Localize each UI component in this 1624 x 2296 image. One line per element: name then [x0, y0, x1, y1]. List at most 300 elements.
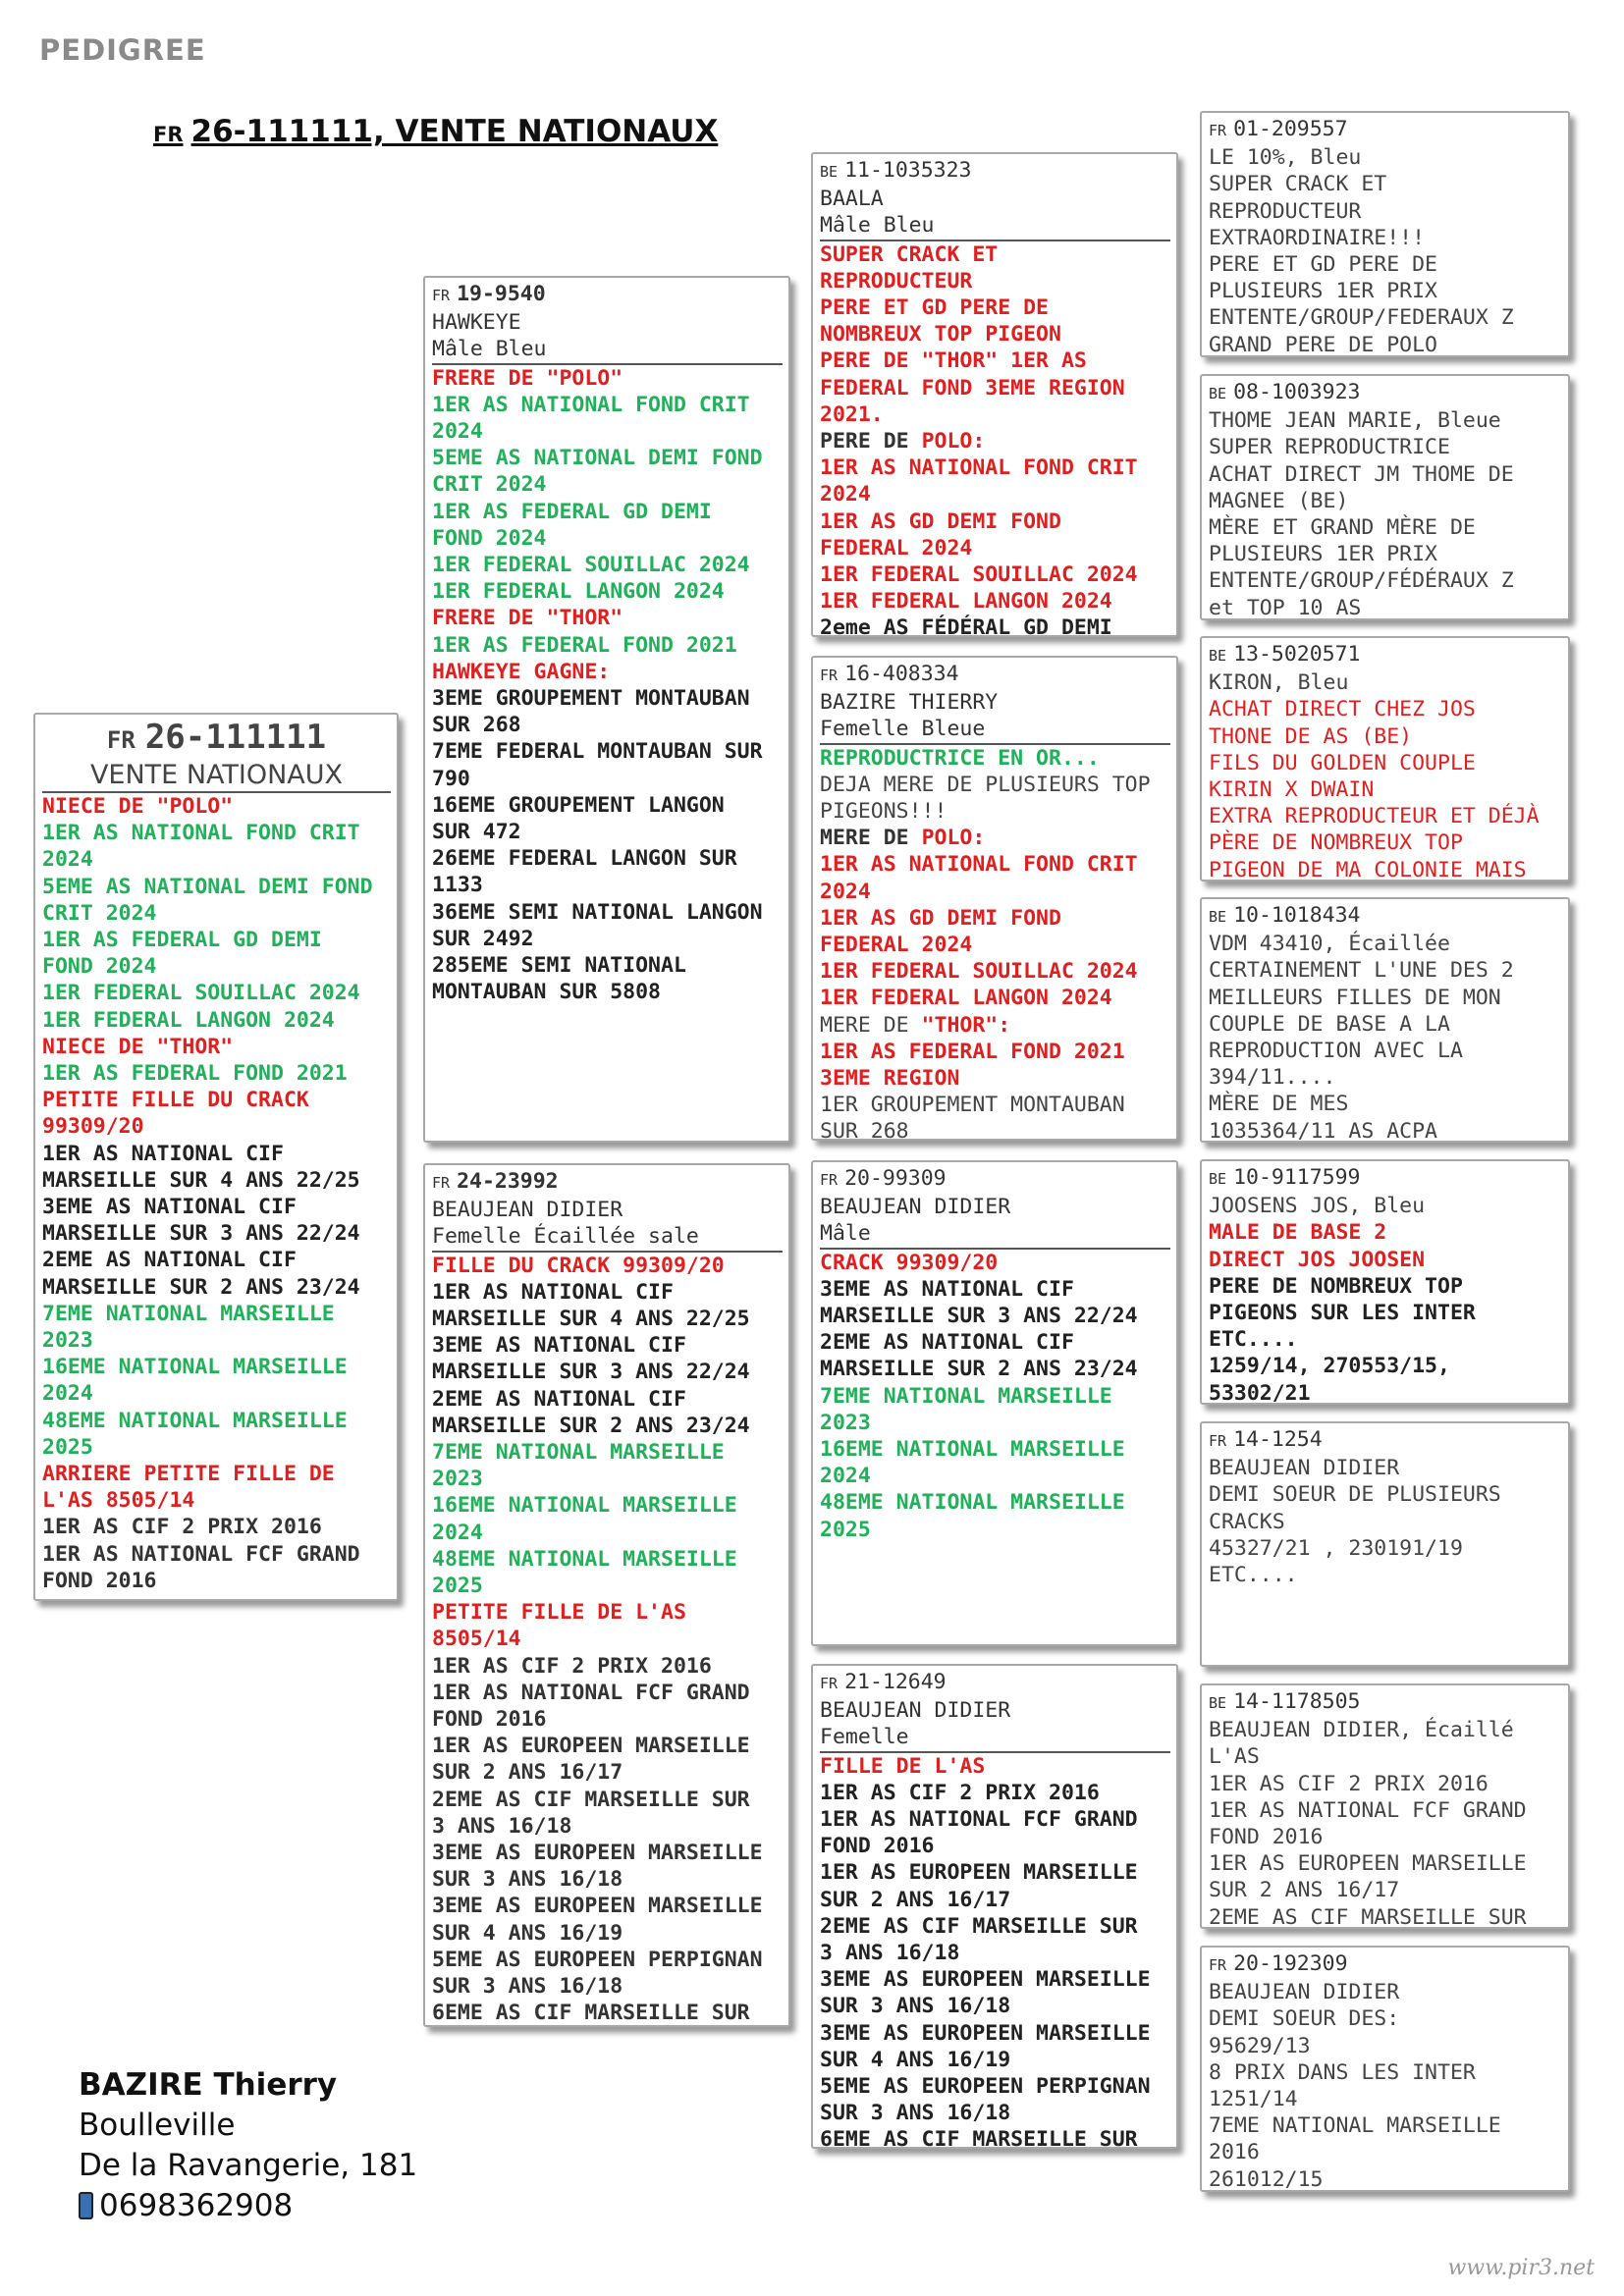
note-line: MARSEILLE SUR 4 ANS 22/25: [42, 1167, 360, 1193]
note-line: SUR 2 ANS 16/17: [820, 1887, 1011, 1912]
note-line: L'AS 8505/14: [42, 1488, 195, 1514]
note-line: 1ER FEDERAL LANGON 2024: [432, 579, 725, 605]
note-line: 1ER FEDERAL SOUILLAC 2024: [432, 553, 750, 578]
note-line: MARSEILLE SUR 3 ANS 22/24: [432, 1360, 750, 1385]
ds-ring: [820, 1165, 1170, 1194]
note-line: MARSEILLE SUR 4 ANS 22/25: [432, 1307, 750, 1332]
note-line: 2EME AS CIF MARSEILLE SUR: [820, 1913, 1138, 1939]
note-line: CRACK 99309/20: [820, 1250, 999, 1275]
note-line: 2025: [42, 1434, 93, 1460]
note-line: PETITE FILLE DU CRACK: [42, 1088, 309, 1113]
note-line: 1ER AS FEDERAL FOND 2021: [42, 1061, 348, 1087]
g6-ring: [1209, 1426, 1562, 1455]
note-line: PÈRE DE NOMBREUX TOP: [1209, 830, 1463, 856]
note-line: DIRECT JOS JOOSEN: [1209, 1247, 1426, 1272]
note-line: [820, 1012, 1170, 1039]
note-line: MÈRE ET GRAND MÈRE DE: [1209, 515, 1476, 541]
note-line: SUR 268: [432, 713, 521, 738]
note-line: 2024: [820, 1464, 871, 1489]
note-line: FILLE DE L'AS: [820, 1753, 986, 1779]
note-line: CRACKS: [1209, 1509, 1285, 1534]
sire-name: HAWKEYE: [432, 310, 521, 336]
note-line: 7EME FEDERAL MONTAUBAN SUR: [432, 739, 763, 765]
owner-phone[interactable]: 0698362908: [99, 2188, 294, 2223]
note-line: PETITE FILLE DE L'AS: [432, 1600, 686, 1626]
sire-card: [423, 276, 790, 1143]
note-line: REPRODUCTEUR: [1209, 198, 1362, 224]
g8-ring: [1209, 1950, 1562, 1979]
note-line: 285EME SEMI NATIONAL: [432, 953, 686, 979]
note-line: BEAUJEAN DIDIER, Écaillé: [1209, 1718, 1514, 1743]
note-line: 1ER AS NATIONAL FOND CRIT: [820, 455, 1138, 481]
note-segment: "THOR":: [921, 1012, 1011, 1038]
note-line: FOND 2016: [820, 1834, 935, 1859]
note-line: ARRIERE PETITE FILLE DE: [42, 1462, 335, 1487]
g7-ring-number: 14-1178505: [1233, 1689, 1361, 1714]
g1-country-code: FR: [1209, 122, 1227, 139]
note-line: FOND 2024: [432, 525, 547, 551]
note-line: [820, 825, 1170, 851]
note-line: 1ER AS FEDERAL FOND 2021: [432, 632, 737, 658]
note-line: FOND 2024: [42, 954, 157, 980]
note-line: SUR 4 ANS 16/19: [820, 2047, 1011, 2072]
note-line: 2023: [42, 1328, 93, 1354]
note-line: 394/11....: [1209, 1065, 1336, 1091]
note-line: PLUSIEURS 1ER PRIX: [1209, 279, 1437, 304]
dam-notes: [432, 1253, 783, 2027]
note-line: FEDERAL 2024: [820, 933, 973, 958]
ds-name: BEAUJEAN DIDIER: [820, 1195, 1011, 1220]
g4-ring-number: 10-1018434: [1233, 903, 1361, 928]
note-line: 8505/14: [432, 1627, 521, 1652]
note-line: PLUSIEURS 1ER PRIX: [1209, 542, 1437, 567]
g4-ring: [1209, 902, 1562, 931]
note-line: FRERE DE "THOR": [432, 606, 623, 631]
note-line: SUR 3 ANS 16/18: [432, 1974, 623, 2000]
note-line: SUR 2 ANS 16/17: [432, 1760, 623, 1786]
ds-country-code: FR: [820, 1171, 839, 1189]
note-line: MAGNEE (BE): [1209, 488, 1349, 513]
note-line: 1ER AS NATIONAL FOND CRIT: [42, 821, 360, 846]
note-line: 3EME AS EUROPEEN MARSEILLE: [432, 1894, 763, 1919]
note-line: 2021.: [820, 401, 884, 427]
note-line: 3EME REGION: [820, 1066, 960, 1092]
dam-ring: [432, 1168, 783, 1197]
note-line: 1ER FEDERAL SOUILLAC 2024: [820, 959, 1138, 985]
note-line: 1ER AS EUROPEEN MARSEILLE: [1209, 1851, 1527, 1877]
dam-country-code: FR: [432, 1174, 451, 1192]
note-line: 3EME AS NATIONAL CIF: [820, 1276, 1074, 1302]
note-line: BEAUJEAN DIDIER: [1209, 1980, 1400, 2005]
note-line: 1ER AS NATIONAL FOND CRIT: [820, 852, 1138, 878]
note-line: 16EME NATIONAL MARSEILLE: [820, 1437, 1125, 1463]
note-line: 2024: [432, 1520, 483, 1545]
note-line: 3EME AS EUROPEEN MARSEILLE: [432, 1841, 763, 1866]
note-line: JOOSENS JOS, Bleu: [1209, 1194, 1426, 1219]
note-segment: POLO:: [921, 826, 986, 851]
note-line: 3EME AS NATIONAL CIF: [432, 1333, 686, 1359]
sd-ring-number: 16-408334: [844, 662, 959, 686]
note-line: ETC....: [1209, 1563, 1298, 1588]
ss-notes: [820, 241, 1170, 637]
note-line: 1ER AS CIF 2 PRIX 2016: [432, 1653, 712, 1679]
note-line: 1ER AS FEDERAL GD DEMI: [42, 928, 322, 953]
note-line: REPRODUCTRICE EN OR...: [820, 745, 1100, 771]
g1-notes: [1209, 144, 1562, 357]
g5-notes: [1209, 1193, 1562, 1405]
note-line: NIECE DE "THOR": [42, 1034, 234, 1059]
note-line: SUPER CRACK ET: [820, 241, 999, 267]
ggp-card-5: [1200, 1159, 1570, 1405]
g1-ring: [1209, 116, 1562, 144]
note-line: PERE ET GD PERE DE: [1209, 252, 1437, 278]
note-line: FEDERAL FOND 3EME REGION: [820, 375, 1125, 400]
subject-ring-number: 26-111111: [144, 718, 327, 757]
ggp-card-7: [1200, 1683, 1570, 1929]
sire-dam-card: [811, 656, 1178, 1141]
owner-address: De la Ravangerie, 181: [79, 2148, 418, 2183]
note-line: MARSEILLE SUR 3 ANS 22/24: [820, 1304, 1138, 1329]
note-line: DEJA MERE DE PLUSIEURS TOP: [820, 772, 1151, 797]
g2-country-code: BE: [1209, 385, 1227, 402]
note-line: MARSEILLE SUR 2 ANS 23/24: [42, 1274, 360, 1300]
note-line: 3EME GROUPEMENT MONTAUBAN: [432, 686, 750, 712]
note-line: 1ER AS NATIONAL FCF GRAND: [42, 1541, 360, 1567]
note-line: 2EME AS CIF MARSEILLE SUR: [432, 1787, 750, 1812]
note-segment: POLO:: [921, 429, 986, 454]
note-line: 7EME NATIONAL MARSEILLE: [432, 1440, 725, 1466]
note-line: 1ER AS NATIONAL CIF: [42, 1141, 284, 1166]
note-line: 1ER FEDERAL LANGON 2024: [820, 589, 1112, 614]
note-line: MALE DE BASE 2: [1209, 1220, 1387, 1246]
note-line: SUR 2492: [432, 926, 534, 951]
note-line: 7EME NATIONAL MARSEILLE: [1209, 2113, 1501, 2139]
dam-ring-number: 24-23992: [457, 1169, 559, 1194]
g8-country-code: FR: [1209, 1956, 1227, 1974]
note-line: 45327/21 , 230191/19: [1209, 1535, 1463, 1561]
g8-ring-number: 20-192309: [1233, 1951, 1348, 1976]
dd-desc: Femelle: [820, 1724, 1170, 1752]
note-line: ENTENTE/GROUP/FEDERAUX Z: [1209, 305, 1514, 331]
note-line: 2EME AS NATIONAL CIF: [432, 1386, 686, 1412]
sire-ring: [432, 281, 783, 309]
note-line: 3EME AS EUROPEEN MARSEILLE: [820, 2020, 1151, 2046]
sd-desc: Femelle Bleue: [820, 716, 1170, 744]
note-line: 3EME AS NATIONAL CIF: [42, 1195, 297, 1220]
note-line: BEAUJEAN DIDIER: [1209, 1456, 1400, 1481]
subject-card: [33, 713, 399, 1601]
ss-name: BAALA: [820, 187, 884, 212]
note-line: 36EME SEMI NATIONAL LANGON: [432, 899, 763, 925]
g5-ring: [1209, 1164, 1562, 1193]
note-segment: MERE DE: [820, 1012, 922, 1038]
note-line: 2EME AS CIF MARSEILLE SUR: [1209, 1904, 1527, 1929]
g6-ring-number: 14-1254: [1233, 1427, 1323, 1452]
sire-notes: [432, 365, 783, 1006]
note-line: 1ER AS CIF 2 PRIX 2016: [820, 1780, 1100, 1805]
sd-country-code: FR: [820, 667, 839, 684]
subject-country-code: FR: [106, 726, 135, 754]
ss-country-code: BE: [820, 163, 839, 181]
note-line: 1ER AS NATIONAL FOND CRIT: [432, 392, 750, 417]
note-line: PERE ET GD PERE DE: [820, 295, 1049, 321]
note-line: 2024: [820, 879, 871, 904]
note-line: FRERE DE "POLO": [432, 365, 623, 391]
g2-ring: [1209, 379, 1562, 407]
note-line: 48EME NATIONAL MARSEILLE: [42, 1408, 348, 1433]
note-line: 7EME NATIONAL MARSEILLE: [42, 1301, 335, 1326]
g3-country-code: BE: [1209, 647, 1227, 665]
g6-notes: [1209, 1455, 1562, 1588]
note-line: 1ER AS CIF 2 PRIX 2016: [42, 1515, 322, 1540]
note-line: 1ER GROUPEMENT MONTAUBAN: [820, 1093, 1125, 1118]
note-line: SUR 268: [820, 1119, 909, 1141]
dd-ring: [820, 1669, 1170, 1697]
note-line: CRIT 2024: [42, 900, 157, 926]
note-line: SUPER CRACK ET: [1209, 172, 1387, 197]
sire-desc: Mâle Bleu: [432, 336, 783, 364]
owner-city: Boulleville: [79, 2108, 236, 2143]
g1-ring-number: 01-209557: [1233, 117, 1348, 141]
note-line: 1259/14, 270553/15,: [1209, 1354, 1450, 1379]
note-line: SUR 3 ANS 16/18: [432, 1867, 623, 1893]
note-line: FILS DU GOLDEN COUPLE: [1209, 750, 1476, 775]
note-line: FOND 2016: [432, 1707, 547, 1733]
note-line: MONTAUBAN SUR 5808: [432, 980, 661, 1005]
note-line: PIGEON DE MA COLONIE MAIS: [1209, 857, 1527, 881]
note-line: SUR 2 ANS 16/17: [1209, 1878, 1400, 1903]
note-line: FOND 2016: [42, 1568, 157, 1593]
note-line: MÈRE DE MES: [1209, 1092, 1349, 1117]
title-country-code: FR: [153, 123, 184, 146]
note-line: 16EME NATIONAL MARSEILLE: [42, 1355, 348, 1380]
note-line: PERE DE NOMBREUX TOP: [1209, 1273, 1463, 1299]
note-line: 1ER FEDERAL LANGON 2024: [820, 986, 1112, 1011]
note-line: 1ER AS NATIONAL FCF GRAND: [820, 1807, 1138, 1833]
note-line: 5EME AS EUROPEEN PERPIGNAN: [432, 1947, 763, 1972]
note-line: 2eme AS FÉDÉRAL GD DEMI: [820, 615, 1112, 637]
note-line: 1133: [432, 873, 483, 898]
g7-country-code: BE: [1209, 1694, 1227, 1712]
note-line: REPRODUCTEUR: [820, 268, 973, 294]
note-line: 2024: [42, 1381, 93, 1407]
sd-ring: [820, 661, 1170, 689]
dam-dam-card: [811, 1664, 1178, 2149]
note-line: 5EME AS EUROPEEN PERPIGNAN: [820, 2074, 1151, 2100]
note-line: 1ER AS CIF 2 PRIX 2016: [1209, 1771, 1489, 1796]
g5-country-code: BE: [1209, 1170, 1227, 1188]
note-line: SUR 3 ANS 16/18: [820, 2101, 1011, 2126]
note-line: 1ER FEDERAL SOUILLAC 2024: [820, 562, 1138, 588]
note-line: HAWKEYE GAGNE:: [432, 659, 611, 684]
note-line: EXTRAORDINAIRE!!!: [1209, 225, 1426, 250]
note-line: PIGEONS!!!: [820, 799, 947, 825]
g7-notes: [1209, 1717, 1562, 1929]
note-line: THONE DE AS (BE): [1209, 723, 1413, 749]
note-line: 26EME FEDERAL LANGON SUR: [432, 846, 737, 872]
note-line: 1ER AS FEDERAL GD DEMI: [432, 499, 712, 524]
ds-desc: Mâle: [820, 1220, 1170, 1249]
subject-name: VENTE NATIONAUX: [42, 760, 391, 793]
note-line: [820, 428, 1170, 454]
note-line: NOMBREUX TOP PIGEON: [820, 322, 1061, 347]
note-line: 1ER FEDERAL LANGON 2024: [42, 1007, 335, 1033]
dam-desc: Femelle Écaillée sale: [432, 1223, 783, 1252]
note-line: 1ER AS EUROPEEN MARSEILLE: [432, 1734, 750, 1759]
g3-notes: [1209, 669, 1562, 881]
note-line: GRAND PERE DE POLO: [1209, 332, 1437, 357]
note-line: 1ER AS NATIONAL FCF GRAND: [432, 1680, 750, 1705]
note-segment: PERE DE: [820, 429, 922, 454]
note-line: 5EME AS NATIONAL DEMI FOND: [432, 446, 763, 471]
note-line: 1035364/11 AS ACPA: [1209, 1118, 1437, 1143]
note-line: MARSEILLE SUR 3 ANS 22/24: [42, 1221, 360, 1247]
note-line: 2025: [820, 1517, 871, 1542]
note-line: et TOP 10 AS: [1209, 595, 1362, 620]
dd-notes: [820, 1753, 1170, 2149]
ggp-card-6: [1200, 1421, 1570, 1667]
note-line: NIECE DE "POLO": [42, 794, 234, 819]
g4-notes: [1209, 931, 1562, 1143]
note-segment: MERE DE: [820, 826, 922, 851]
note-line: SUR 472: [432, 820, 521, 845]
note-line: PERE DE "THOR" 1ER AS: [820, 348, 1087, 374]
note-line: 261012/15: [1209, 2166, 1324, 2192]
note-line: ETC....: [1209, 1327, 1298, 1353]
sd-name: BAZIRE THIERRY: [820, 690, 999, 716]
note-line: COUPLE DE BASE A LA: [1209, 1011, 1450, 1037]
note-line: FOND 2016: [1209, 1825, 1324, 1850]
note-line: MARSEILLE SUR 2 ANS 23/24: [432, 1413, 750, 1438]
ss-ring-number: 11-1035323: [844, 158, 972, 183]
note-line: 2024: [42, 847, 93, 873]
note-line: 1ER FEDERAL SOUILLAC 2024: [42, 981, 360, 1006]
note-line: LE 10%, Bleu: [1209, 145, 1362, 171]
note-line: DEMI SOEUR DES:: [1209, 2006, 1400, 2032]
note-line: 6EME AS CIF MARSEILLE SUR: [432, 2001, 750, 2026]
ds-notes: [820, 1250, 1170, 1543]
note-line: SUR 3 ANS 16/18: [820, 1994, 1011, 2019]
ss-desc: Mâle Bleu: [820, 212, 1170, 240]
ss-ring: [820, 157, 1170, 186]
g3-ring: [1209, 641, 1562, 669]
phone-icon: [79, 2192, 93, 2219]
title-text: 26-111111, VENTE NATIONAUX: [190, 114, 719, 149]
ggp-card-4: [1200, 897, 1570, 1143]
note-line: ACHAT DIRECT CHEZ JOS: [1209, 697, 1476, 722]
note-line: FILLE DU CRACK 99309/20: [432, 1253, 725, 1278]
note-line: EXTRA REPRODUCTEUR ET DÉJÀ: [1209, 804, 1540, 829]
note-line: 1ER AS NATIONAL FCF GRAND: [1209, 1797, 1527, 1823]
note-line: DEMI SOEUR DE PLUSIEURS: [1209, 1482, 1501, 1508]
note-line: 8 PRIX DANS LES INTER: [1209, 2059, 1476, 2085]
ds-ring-number: 20-99309: [844, 1166, 947, 1191]
g5-ring-number: 10-9117599: [1233, 1165, 1361, 1190]
note-line: VDM 43410, Écaillée: [1209, 932, 1450, 957]
ggp-card-1: [1200, 111, 1570, 357]
note-line: 95629/13: [1209, 2033, 1311, 2058]
page-header: PEDIGREE: [39, 33, 206, 67]
note-line: 2023: [432, 1467, 483, 1492]
note-line: 3 ANS 16/18: [820, 1941, 960, 1966]
ggp-card-8: [1200, 1946, 1570, 2192]
note-line: CRIT 2024: [432, 472, 547, 498]
note-line: KIRON, Bleu: [1209, 670, 1349, 696]
note-line: REPRODUCTION AVEC LA: [1209, 1039, 1463, 1064]
note-line: 1ER AS EUROPEEN MARSEILLE: [820, 1860, 1138, 1886]
note-line: 6EME AS CIF MARSEILLE SUR: [820, 2127, 1138, 2149]
subject-notes: [42, 793, 391, 1594]
ggp-card-3: [1200, 636, 1570, 881]
note-line: 16EME NATIONAL MARSEILLE: [432, 1493, 737, 1519]
note-line: 53302/21: [1209, 1380, 1311, 1405]
note-line: 2016: [1209, 2140, 1260, 2165]
sire-ring-number: 19-9540: [457, 282, 546, 306]
sire-sire-card: [811, 152, 1178, 637]
watermark: www.pir3.net: [1447, 2256, 1595, 2280]
note-line: 1251/14: [1209, 2087, 1298, 2112]
note-line: SUR 4 ANS 16/19: [432, 1920, 623, 1946]
g6-country-code: FR: [1209, 1432, 1227, 1450]
g8-notes: [1209, 1979, 1562, 2192]
note-line: MARSEILLE SUR 2 ANS 23/24: [820, 1357, 1138, 1382]
note-line: FEDERAL 2024: [820, 535, 973, 561]
note-line: CERTAINEMENT L'UNE DES 2: [1209, 958, 1514, 984]
note-line: KIRIN X DWAIN: [1209, 777, 1375, 803]
g3-ring-number: 13-5020571: [1233, 642, 1361, 667]
note-line: 1ER AS FEDERAL FOND 2021: [820, 1039, 1125, 1064]
note-line: 2023: [820, 1410, 871, 1435]
g7-ring: [1209, 1688, 1562, 1717]
note-line: THOME JEAN MARIE, Bleue: [1209, 408, 1501, 434]
ggp-card-2: [1200, 374, 1570, 620]
note-line: 5EME AS NATIONAL DEMI FOND: [42, 874, 373, 899]
owner-block: [79, 2065, 417, 2226]
note-line: 1ER AS GD DEMI FOND: [820, 905, 1061, 931]
note-line: 1ER AS NATIONAL CIF: [432, 1279, 674, 1305]
owner-phone-row: [79, 2186, 417, 2226]
note-line: 2EME AS NATIONAL CIF: [820, 1330, 1074, 1356]
g2-notes: [1209, 407, 1562, 620]
note-line: 3EME AS EUROPEEN MARSEILLE: [820, 1967, 1151, 1993]
note-line: ACHAT DIRECT JM THOME DE: [1209, 461, 1514, 487]
page-title: [153, 114, 718, 149]
dd-name: BEAUJEAN DIDIER: [820, 1698, 1011, 1724]
owner-name: BAZIRE Thierry: [79, 2067, 338, 2103]
subject-ring: [42, 718, 391, 760]
note-line: MEILLEURS FILLES DE MON: [1209, 985, 1501, 1010]
sd-notes: [820, 745, 1170, 1141]
note-line: 7EME NATIONAL MARSEILLE: [820, 1383, 1112, 1409]
dd-ring-number: 21-12649: [844, 1670, 947, 1694]
note-line: 3 ANS 16/18: [432, 1813, 572, 1839]
g2-ring-number: 08-1003923: [1233, 380, 1361, 404]
dd-country-code: FR: [820, 1675, 839, 1692]
note-line: 2024: [820, 482, 871, 507]
note-line: PIGEONS SUR LES INTER: [1209, 1301, 1476, 1326]
note-line: 2EME AS NATIONAL CIF: [42, 1248, 297, 1273]
dam-card: [423, 1163, 790, 2027]
sire-country-code: FR: [432, 287, 451, 304]
dam-sire-card: [811, 1160, 1178, 1646]
note-line: 99309/20: [42, 1114, 144, 1140]
dam-name: BEAUJEAN DIDIER: [432, 1198, 623, 1223]
note-line: 790: [432, 766, 470, 791]
note-line: ENTENTE/GROUP/FÉDÉRAUX Z: [1209, 568, 1514, 594]
note-line: 48EME NATIONAL MARSEILLE: [820, 1490, 1125, 1516]
note-line: 16EME GROUPEMENT LANGON: [432, 792, 725, 818]
note-line: 1ER AS GD DEMI FOND: [820, 508, 1061, 534]
